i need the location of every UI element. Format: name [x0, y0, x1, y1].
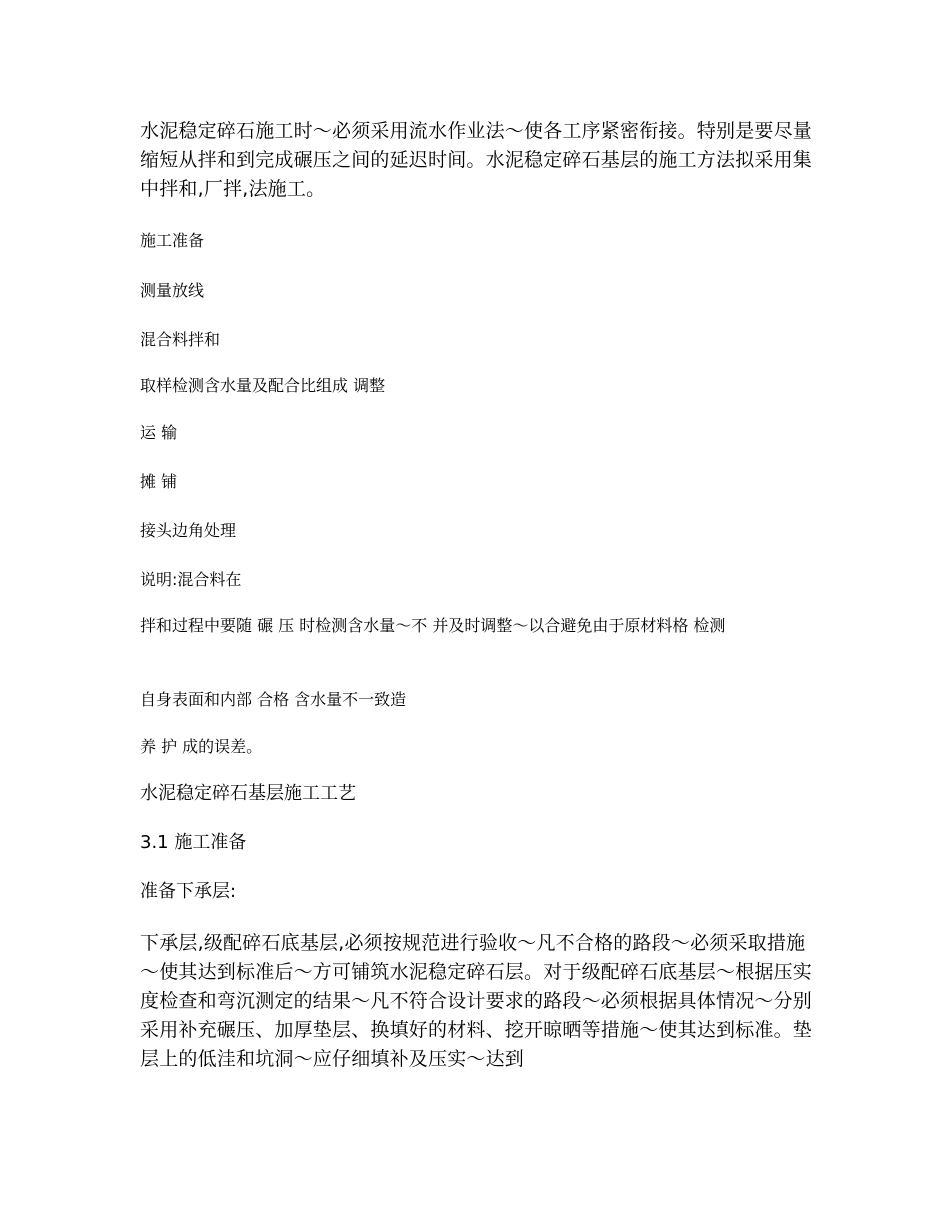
flow-note-line-1: 拌和过程中要随 碾 压 时检测含水量～不 并及时调整～以合避免由于原材料格 检测	[140, 616, 726, 635]
flow-step-mixing: 混合料拌和	[140, 330, 221, 349]
flow-step-transport: 运 输	[140, 423, 178, 442]
flow-step-paving: 摊 铺	[140, 472, 178, 491]
section-heading: 水泥稳定碎石基层施工工艺	[140, 783, 356, 804]
body-paragraph: 下承层,级配碎石底基层,必须按规范进行验收～凡不合格的路段～必须采取措施～使其达到标准后～方可铺筑水泥稳定碎石层。对于级配碎石底基层～根据压实度检查和弯沉测定的结果～凡不符合设计要求的路段～必须根据具体情况～分别采用补充碾压、加厚垫层、换填好的材料、挖开晾晒等措施～使其达到标准。垫层上的低洼和坑洞～应仔细填补及压实～达到	[140, 932, 813, 1070]
flow-step-sampling: 取样检测含水量及配合比组成 调整	[140, 376, 386, 395]
document-page	[140, 0, 820, 1230]
flow-step-survey: 测量放线	[140, 281, 205, 300]
flow-step-joint: 接头边角处理	[140, 521, 237, 540]
intro-paragraph: 水泥稳定碎石施工时～必须采用流水作业法～使各工序紧密衔接。特别是要尽量缩短从拌和到完成碾压之间的延迟时间。水泥稳定碎石基层的施工方法拟采用集中拌和,厂拌,法施工。	[140, 120, 813, 200]
flow-note-label: 说明:混合料在	[140, 570, 242, 589]
subsection-heading: 3.1 施工准备	[140, 832, 247, 853]
flow-note-line-2: 自身表面和内部 合格 含水量不一致造	[140, 690, 407, 709]
flow-note-line-3: 养 护 成的误差。	[140, 737, 263, 756]
sub-heading-prepare-base: 准备下承层:	[140, 881, 237, 902]
flow-step-construction-prep: 施工准备	[140, 231, 205, 250]
